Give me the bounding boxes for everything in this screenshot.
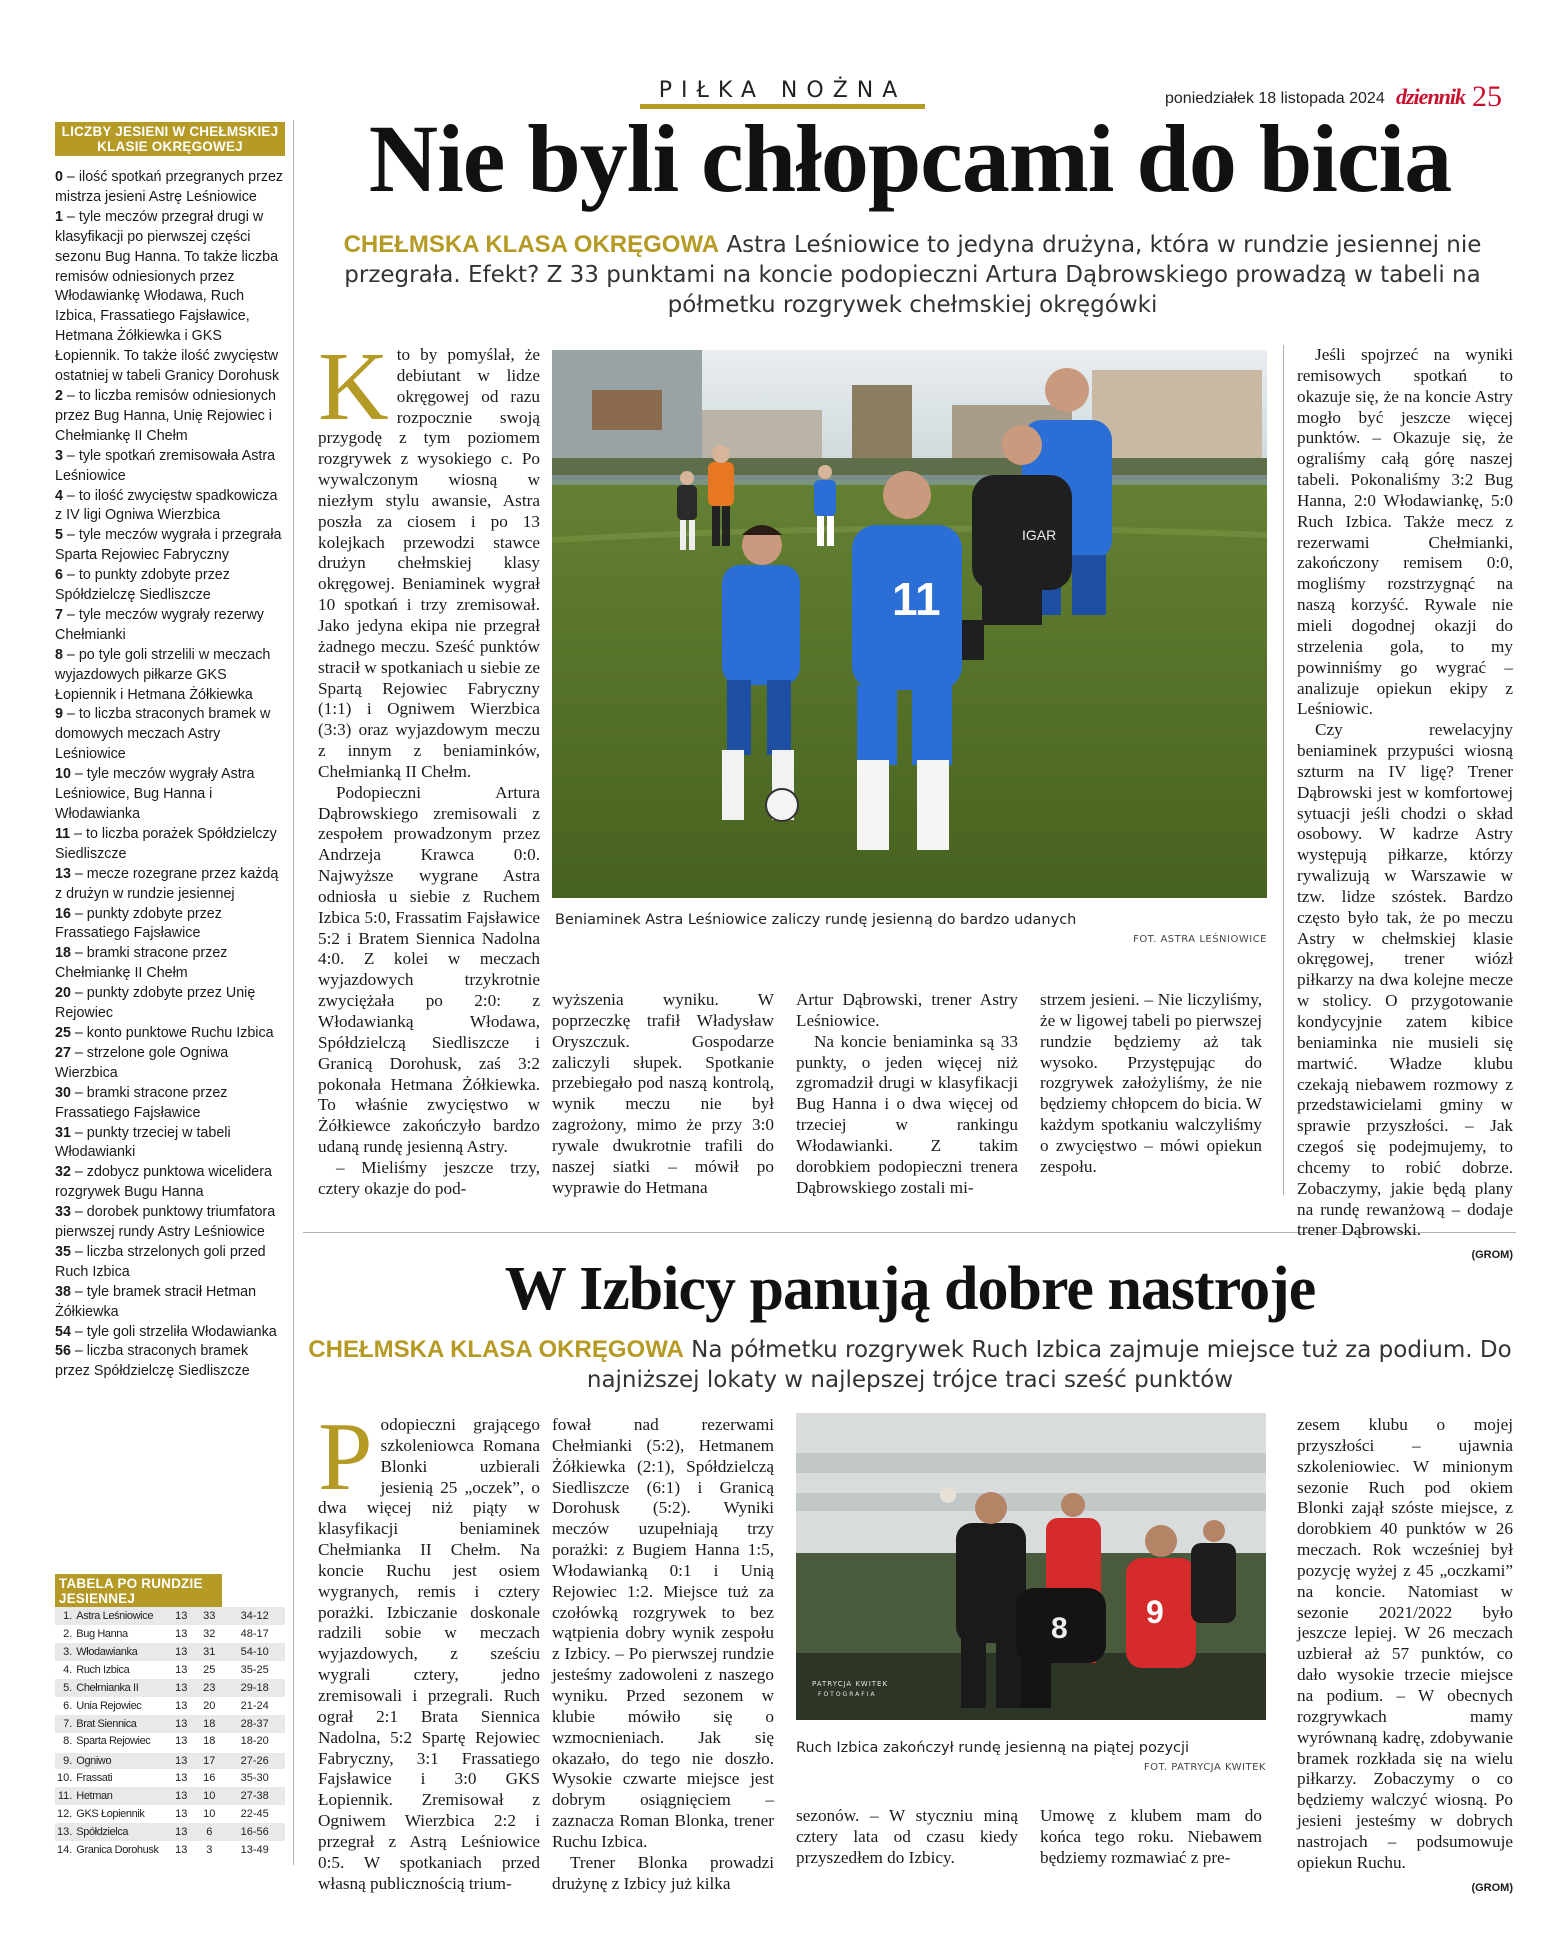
page-date: poniedziałek 18 listopada 2024 <box>1165 90 1385 107</box>
table-cell: 29-18 <box>240 1682 269 1694</box>
table-cell: 13 <box>168 1751 194 1769</box>
table-cell: 18 <box>203 1735 216 1748</box>
photo-astra-svg <box>552 350 1267 898</box>
article1-col3 <box>796 990 1018 1198</box>
article1-col4-p1: strzem jesieni. – Nie liczyliśmy, że w ligowej tabeli po pierwszej rundzie będziemy aż tak wysoko. Przystępując do rozgrywek założyliśmy, że nie będziemy chłopcem do bicia. W każdym spotkaniu walczyliśmy o zwycięstwo – mówi opiekun zespołu. <box>1040 990 1262 1176</box>
table-cell: 10 <box>203 1790 216 1802</box>
table-cell: 1. <box>63 1610 73 1622</box>
article1-col4 <box>1040 990 1262 1178</box>
table-cell: 27-26 <box>224 1751 285 1769</box>
article2-col5 <box>1297 1415 1513 1898</box>
stat-item <box>55 1124 285 1164</box>
stat-number: 27 <box>55 1044 71 1061</box>
article1-col2 <box>552 990 774 1198</box>
stat-text: – to ilość zwycięstw spadkowicza z IV ligi Ogniwa Wierzbica <box>55 487 278 524</box>
stat-number: 16 <box>55 905 71 922</box>
article2-col5-p1: zesem klubu o mojej przyszłości – ujawnia szkoleniowiec. W minionym sezonie Ruch pod okiem Blonki zajął szóste miejsce, z dorobkiem 40 punktów w 26 meczach. Rok wcześniej był pozycję wyżej z 45 „oczkami” na koncie. Natomiast w sezonie 2021/2022 było jeszcze lepiej. W 26 meczach uzbierał aż 57 punktów, co dało wysokie trzecie miejsce na podium. – W obecnych rozgrywkach mamy wyrównaną kadrę, zdobywanie bramek rozkłada się na wielu piłkarzy. Zobaczymy o co będziemy walczyć wiosną. Po jesieni jesteśmy w dobrych nastrojach – podsumowuje opiekun Ruchu. <box>1297 1415 1513 1872</box>
table-cell: 17 <box>194 1751 224 1769</box>
table-row <box>55 1715 285 1733</box>
deck-2 <box>300 1335 1520 1395</box>
caption-1: Beniaminek Astra Leśniowice zaliczy rundę jesienną do bardzo udanych <box>555 912 1077 928</box>
stat-item <box>55 1084 285 1124</box>
svg-text:FOTOGRAFIA: FOTOGRAFIA <box>818 1691 877 1698</box>
stat-item <box>55 905 285 945</box>
article1-col2-p1: wyższenia wyniku. W poprzeczkę trafił Władysław Oryszczuk. Gospodarze zaliczyli słupek. Spotkanie przebiegało pod naszą kontrolą, wynik meczu nie był zagrożony, mimo że przy 3:0 rywale dwukrotnie trafili do naszej siatki – mówił po wyprawie do Hetmana <box>552 990 774 1197</box>
stat-text: – mecze rozegrane przez każdą z drużyn w rundzie jesiennej <box>55 865 279 902</box>
table-cell: 11. <box>57 1790 73 1802</box>
stat-item <box>55 944 285 984</box>
table-cell: Bug Hanna <box>76 1628 128 1640</box>
table-cell: 6. <box>63 1700 73 1712</box>
table-cell: 18-20 <box>240 1735 269 1748</box>
kicker-1: CHEŁMSKA KLASA OKRĘGOWA <box>343 231 720 258</box>
stat-number: 20 <box>55 985 71 1002</box>
stat-number: 11 <box>55 825 71 842</box>
photo-ruch-match <box>796 1413 1266 1720</box>
photo-ruch-svg <box>796 1413 1266 1720</box>
table-cell: 23 <box>203 1682 216 1694</box>
stat-text: – tyle meczów wygrały Astra Leśniowice, Bug Hanna i Włodawianka <box>55 766 255 822</box>
stat-text: – po tyle goli strzelili w meczach wyjazdowych piłkarze GKS Łopiennik i Hetmana Żółkiewka <box>55 646 271 703</box>
table-cell: 9. <box>55 1751 74 1769</box>
table-cell: 3. <box>63 1646 73 1658</box>
article2-col2-p2: Trener Blonka prowadzi drużynę z Izbicy już kilka <box>552 1852 774 1893</box>
article1-col3-p2: Na koncie beniaminka są 33 punkty, o jeden więcej niż zgromadził drugi w klasyfikacji Bug Hanna i o dwa więcej od trzeciej w rankingu Włodawianki. Z takim dorobkiem podopieczni trenera Dąbrowskiego zostali mi- <box>796 1031 1018 1197</box>
credit-2: FOT. PATRYCJA KWITEK <box>1143 1762 1266 1773</box>
stat-text: – punkty trzeciej w tabeli Włodawianki <box>55 1124 231 1161</box>
table-cell: 13 <box>175 1700 188 1712</box>
table-cell: 13 <box>175 1772 188 1784</box>
stat-item <box>55 387 285 447</box>
stat-text: – liczba strzelonych goli przed Ruch Izbica <box>55 1243 266 1280</box>
stat-number: 10 <box>55 766 71 783</box>
table-cell: 21-24 <box>240 1700 269 1712</box>
table-row <box>55 1751 285 1769</box>
svg-text:8: 8 <box>1051 1612 1068 1645</box>
article1-col5-p1: Jeśli spojrzeć na wyniki remisowych spotkań to okazuje się, że na koncie Astry mogło być jeszcze więcej punktów. – Okazuje się, że ograliśmy całą górę naszej tabeli. Pokonaliśmy 3:2 Bug Hanna, 2:0 Włodawiankę, 5:0 Ruch Izbica. Także mecz z rezerwami Chełmianki, zakończony remisem 0:0, mogliśmy rozstrzygnąć na naszą korzyść. Rywale nie mieli dogodnej okazji do strzelenia gola, to my powinniśmy go wygrać – analizuje opiekun ekipy z Leśniowic. <box>1297 345 1513 719</box>
stat-text: – tyle meczów wygrała i przegrała Sparta Rejowiec Fabryczny <box>55 527 282 564</box>
stat-text: – tyle meczów wygrały rezerwy Chełmianki <box>55 606 264 643</box>
stat-item <box>55 984 285 1024</box>
table-cell: 13. <box>57 1826 73 1838</box>
section-label: PIŁKA NOŻNA <box>658 78 907 103</box>
stat-item <box>55 208 285 387</box>
stat-text: – tyle goli strzeliła Włodawianka <box>70 1323 277 1340</box>
table-row <box>55 1733 285 1751</box>
svg-text:9: 9 <box>1146 1594 1164 1630</box>
table-cell: 33 <box>203 1610 216 1622</box>
stat-text: – to punkty zdobyte przez Spółdzielczę Siedliszcze <box>55 567 230 604</box>
stat-text: – zdobycz punktowa wicelidera rozgrywek Bugu Hanna <box>55 1164 272 1201</box>
deck-2-text: Na półmetku rozgrywek Ruch Izbica zajmuje miejsce tuż za podium. Do najniższej lokaty w najlepszej trójce traci sześć punktów <box>586 1337 1512 1393</box>
table-cell: 4. <box>63 1664 73 1676</box>
deck-1 <box>310 230 1515 320</box>
stat-number: 35 <box>55 1243 71 1260</box>
table-cell: 6 <box>206 1826 213 1838</box>
table-cell: 13 <box>175 1610 188 1622</box>
table-cell: GKS Łopiennik <box>76 1808 145 1820</box>
table-cell: 13 <box>175 1646 188 1658</box>
article2-col3-p1: sezonów. – W styczniu miną cztery lata od czasu kiedy przyszedłem do Izbicy. <box>796 1806 1018 1867</box>
stat-number: 31 <box>55 1124 71 1141</box>
svg-text:11: 11 <box>892 573 941 625</box>
table-cell: 27-38 <box>240 1790 269 1802</box>
dropcap-1: K <box>318 333 389 441</box>
stat-item <box>55 487 285 527</box>
table-cell: Granica Dorohusk <box>76 1844 159 1856</box>
table-row <box>55 1841 285 1859</box>
table-cell: Astra Leśniowice <box>76 1610 154 1622</box>
deck-1-text: Astra Leśniowice to jedyna drużyna, która w rundzie jesiennej nie przegrała. Efekt? Z 33 punktami na koncie podopieczni Artura Dąbrowskiego prowadzą w tabeli na półmetku rozgrywek chełmskiej okręgówki <box>344 232 1482 318</box>
table-cell: 10. <box>57 1772 73 1784</box>
stat-number: 13 <box>55 865 71 882</box>
article1-col1-p1: to by pomyślał, że debiutant w lidze okręgowej od razu rozpocznie swoją przygodę z tym poziomem rozgrywek z wysokiego c. Po wywalczonym wiosną w niezłym stylu awansie, Astra poszła za ciosem i po 13 kolejkach przewodzi stawce drużyn chełmskiej klasy okręgowej. Beniaminek wygrał 10 spotkań i trzy zremisował. Jako jedyna ekipa nie przegrał żadnego meczu. Sześć punktów stracił w spotkaniach u siebie ze Spartą Rejowiec Fabryczny (1:1) i Ogniwem Wierzbica (3:3) oraz wyjazdowym meczu z innym z beniaminków, Chełmianką II Chełm. <box>318 345 540 781</box>
stat-item <box>55 606 285 646</box>
credit-1: FOT. ASTRA LEŚNIOWICE <box>1133 934 1267 945</box>
table-cell: 35-25 <box>240 1664 269 1676</box>
stat-text: – liczba straconych bramek przez Spółdzielczę Siedliszcze <box>55 1343 250 1380</box>
table-cell: 10 <box>203 1808 216 1820</box>
sidebar-divider <box>293 120 294 1865</box>
table-cell: Spółdzielca <box>76 1826 129 1838</box>
stat-number: 9 <box>55 706 63 723</box>
table-cell: 7. <box>63 1718 73 1730</box>
table-row <box>55 1805 285 1823</box>
table-cell: 13 <box>175 1682 188 1694</box>
stat-item <box>55 865 285 905</box>
table-cell: 13 <box>175 1808 188 1820</box>
stat-item <box>55 566 285 606</box>
svg-text:PATRYCJA KWITEK: PATRYCJA KWITEK <box>812 1680 889 1688</box>
headline-2: W Izbicy panują dobre nastroje <box>504 1255 1316 1323</box>
table-cell: Frassati <box>76 1772 113 1784</box>
stat-text: – punkty zdobyte przez Frassatiego Fajsławice <box>55 905 222 942</box>
table-row <box>55 1625 285 1643</box>
table-cell: 28-37 <box>240 1718 269 1730</box>
table-title: TABELA PO RUNDZIE JESIENNEJ <box>55 1574 222 1608</box>
table-cell: 22-45 <box>240 1808 269 1820</box>
stat-number: 25 <box>55 1024 71 1041</box>
stat-item <box>55 1044 285 1084</box>
stat-item <box>55 526 285 566</box>
stat-number: 6 <box>55 567 63 584</box>
table-cell: Brat Siennica <box>76 1718 137 1730</box>
stat-number: 2 <box>55 387 63 404</box>
table-cell: 34-12 <box>240 1610 269 1622</box>
caption-2: Ruch Izbica zakończył rundę jesienną na piątej pozycji <box>796 1740 1190 1756</box>
stat-number: 38 <box>55 1283 71 1300</box>
table-cell: 18 <box>203 1718 216 1730</box>
article2-col1 <box>318 1403 540 1894</box>
stat-number: 8 <box>55 646 63 663</box>
article1-col1 <box>318 333 540 1200</box>
table-cell: 16 <box>203 1772 216 1784</box>
table-cell: 12. <box>57 1808 73 1820</box>
table-row <box>55 1607 285 1625</box>
stat-number: 32 <box>55 1164 71 1181</box>
table-cell: 13 <box>175 1664 188 1676</box>
stat-number: 54 <box>55 1323 71 1340</box>
stat-item <box>55 1323 285 1343</box>
signature-1: (GROM) <box>1471 1249 1513 1262</box>
stat-item <box>55 1243 285 1283</box>
table-row <box>55 1643 285 1661</box>
table-cell: 16-56 <box>240 1826 269 1838</box>
stat-text: – strzelone gole Ogniwa Wierzbica <box>55 1044 229 1081</box>
stat-item <box>55 646 285 706</box>
stat-item <box>55 765 285 825</box>
table-cell: 13 <box>175 1628 188 1640</box>
table-cell: 13 <box>175 1735 188 1748</box>
stat-text: – to liczba straconych bramek w domowych meczach Astry Leśniowice <box>55 706 271 763</box>
table-cell: 13 <box>175 1826 188 1838</box>
stat-item <box>55 1024 285 1044</box>
table-row <box>55 1697 285 1715</box>
article2-col2 <box>552 1415 774 1894</box>
table-cell: 48-17 <box>240 1628 269 1640</box>
table-cell: Hetman <box>76 1790 113 1802</box>
table-cell: 13 <box>175 1844 188 1856</box>
stat-item <box>55 825 285 865</box>
football <box>940 1487 956 1503</box>
stat-text: – tyle meczów przegrał drugi w klasyfikacji po pierwszej części sezonu Bug Hanna. To także liczba remisów odniesionych przez Włodawiankę Włodawa, Ruch Izbica, Frassatiego Fajsławice, Hetmana Żółkiewka i GKS Łopiennik. To także ilość zwycięstw ostatniej w tabeli Granicy Dorohusk <box>55 208 280 385</box>
stat-text: – bramki stracone przez Chełmiankę II Chełm <box>55 945 228 982</box>
stat-item <box>55 1203 285 1243</box>
stat-item <box>55 1163 285 1203</box>
table-cell: 13 <box>175 1718 188 1730</box>
stat-item <box>55 1342 285 1382</box>
stat-text: – bramki stracone przez Frassatiego Fajsławice <box>55 1084 228 1121</box>
stat-number: 7 <box>55 606 63 623</box>
photo-astra-match <box>552 350 1267 898</box>
dropcap-2: P <box>318 1403 373 1511</box>
table-cell: 3 <box>206 1844 213 1856</box>
article2-col4 <box>1040 1806 1262 1869</box>
table-cell: 20 <box>203 1700 216 1712</box>
table-cell: 13-49 <box>240 1844 269 1856</box>
table-cell: 14. <box>57 1844 73 1856</box>
table-cell: Unia Rejowiec <box>76 1700 142 1712</box>
table-row <box>55 1769 285 1787</box>
stat-number: 56 <box>55 1343 71 1360</box>
football <box>766 789 798 821</box>
table-cell: 54-10 <box>240 1646 269 1658</box>
table-cell: Ogniwo <box>74 1751 168 1769</box>
table-cell: Włodawianka <box>76 1646 138 1658</box>
stat-number: 0 <box>55 169 63 185</box>
league-table <box>55 1607 285 1859</box>
article2-col3 <box>796 1806 1018 1869</box>
article2-col4-p1: Umowę z klubem mam do końca tego roku. Niebawem będziemy rozmawiać z pre- <box>1040 1806 1262 1867</box>
page-number: 25 <box>1472 80 1502 113</box>
stat-number: 1 <box>55 208 63 225</box>
article1-col1-p2: Podopieczni Artura Dąbrowskiego zremisowali z zespołem prowadzonym przez Andrzeja Krawca 0:0. Najwyższe wygrane Astra odniosła u siebie z Ruchem Izbica 5:0, Frassatim Fajsławice 5:2 i Bratem Siennica Nadolna 4:0. Z kolei w meczach wyjazdowych trzykrotnie zwyciężała po 2:0: z Włodawianką Włodawa, Spółdzielczą Siedliszcze i Granicą Dorohusk, zaś 3:2 pokonała Hetmana Żółkiewka. To właśnie zwycięstwo w Żółkiewce zakończyło bardzo udaną rundę jesienną Astry. <box>318 782 540 1157</box>
table-row <box>55 1787 285 1805</box>
table-cell: 5. <box>63 1682 73 1694</box>
stat-text: – to liczba porażek Spółdzielczy Siedliszcze <box>55 825 277 862</box>
table-cell: 8. <box>63 1735 73 1748</box>
article1-col1-p3: – Mieliśmy jeszcze trzy, cztery okazje do pod- <box>318 1157 540 1198</box>
table-cell: Ruch Izbica <box>76 1664 130 1676</box>
stat-text: – ilość spotkań przegranych przez mistrza jesieni Astrę Leśniowice <box>55 169 284 205</box>
stat-text: – konto punktowe Ruchu Izbica <box>70 1024 274 1041</box>
stat-item <box>55 168 285 208</box>
table-row <box>55 1679 285 1697</box>
table-row <box>55 1823 285 1841</box>
kicker-2: CHEŁMSKA KLASA OKRĘGOWA <box>308 1336 684 1363</box>
stat-number: 5 <box>55 527 63 544</box>
table-cell: Chełmianka II <box>76 1682 139 1694</box>
stat-text: – to liczba remisów odniesionych przez Bug Hanna, Unię Rejowiec i Chełmiankę II Chełm <box>55 387 276 444</box>
column-divider <box>1283 345 1284 1195</box>
stat-item <box>55 1283 285 1323</box>
article2-col1-p1: odopieczni grającego szkoleniowca Romana Blonki uzbierali jesienią 25 „oczek”, o dwa więcej niż piąty w klasyfikacji beniaminek Chełmianka II Chełm. Na koncie Ruchu jest osiem wygranych, remis i cztery porażki. Izbiczanie doskonale radzili sobie w meczach wyjazdowych, z sześciu wygrali cztery, jedno zremisowali i przegrali. Ruch ograł 2:1 Brata Siennica Nadolna, 5:2 Spartę Rejowiec Fabryczny, 3:1 Frassatiego Fajsławice i 3:0 GKS Łopiennik. Zremisował z Ogniwem Wierzbica 2:2 i przegrał z Astrą Leśniowice 0:5. W spotkaniach przed własną publicznością trium- <box>318 1415 540 1893</box>
stat-number: 33 <box>55 1204 71 1221</box>
article1-col5-p2: Czy rewelacyjny beniaminek przypuści wiosną szturm na IV ligę? Trener Dąbrowski jest w komfortowej sytuacji jeśli chodzi o skład osobowy. W kadrze Astry występują piłkarze, którzy rywalizują w Warszawie w tzw. lidze szóstek. Bardzo często było tak, że po meczu Astry w chełmskiej klasie okręgowej, trener wiózł piłkarzy na dwa kolejne mecze w stolicy. O przygotowanie kondycyjnie zatem kibice beniaminka nie musieli się martwić. Władze klubu czekają niebawem rozmowy z przedstawicielami gminy w sprawie przyszłości. – Jak czegoś się podejmujemy, to chcemy to robić dobrze. Zobaczymy, jakie będą plany na rundę rewanżową – dodaje trener Dąbrowski. <box>1297 720 1513 1240</box>
article1-col3-p1: Artur Dąbrowski, trener Astry Leśniowice. <box>796 990 1018 1030</box>
stat-item <box>55 447 285 487</box>
stat-text: – tyle bramek stracił Hetman Żółkiewka <box>55 1283 257 1320</box>
stat-number: 18 <box>55 945 71 962</box>
stat-number: 30 <box>55 1084 71 1101</box>
table-cell: 25 <box>203 1664 216 1676</box>
table-cell: 31 <box>203 1646 216 1658</box>
table-row <box>55 1661 285 1679</box>
table-cell: Sparta Rejowiec <box>76 1735 151 1748</box>
stats-list <box>55 168 285 1382</box>
table-cell: 35-30 <box>240 1772 269 1784</box>
headline-1: Nie byli chłopcami do bicia <box>368 105 1452 212</box>
stat-item <box>55 705 285 765</box>
table-cell: 2. <box>63 1628 73 1640</box>
stat-text: – tyle spotkań zremisowała Astra Leśniowice <box>55 447 276 484</box>
stat-number: 4 <box>55 487 63 504</box>
stat-number: 3 <box>55 447 63 464</box>
svg-text:IGAR: IGAR <box>1022 527 1057 543</box>
brand-logo: dziennik <box>1396 84 1466 109</box>
table-cell: 32 <box>203 1628 216 1640</box>
stats-title: LICZBY JESIENI W CHEŁMSKIEJ KLASIE OKRĘGOWEJ <box>55 122 285 156</box>
signature-2: (GROM) <box>1471 1881 1513 1894</box>
stat-text: – punkty zdobyte przez Unię Rejowiec <box>55 985 256 1022</box>
table-cell: 13 <box>175 1790 188 1802</box>
stat-text: – dorobek punktowy triumfatora pierwszej rundy Astry Leśniowice <box>55 1204 276 1241</box>
article2-col2-p1: fował nad rezerwami Chełmianki (5:2), Hetmanem Żółkiewka (2:1), Spółdzielczą Siedliszcze (6:1) i Granicą Dorohusk (5:2). Wyniki meczów uzupełniają trzy porażki: z Bugiem Hanna 1:5, Włodawianką 0:1 i Unią Rejowiec 1:2. Miejsce tuż za czołówką rozgrywek to bez wątpienia dobry wynik zespołu z Izbicy. – Po pierwszej rundzie jesteśmy zadowoleni z naszego wyniku. Przed sezonem w klubie mówiło się o wzmocnieniach. Jak się okazało, do tego nie doszło. Wysokie czwarte miejsce jest dobrym osiągnięciem – zaznacza Roman Blonka, trener Ruchu Izbica. <box>552 1415 774 1851</box>
article1-col5 <box>1297 345 1513 1266</box>
